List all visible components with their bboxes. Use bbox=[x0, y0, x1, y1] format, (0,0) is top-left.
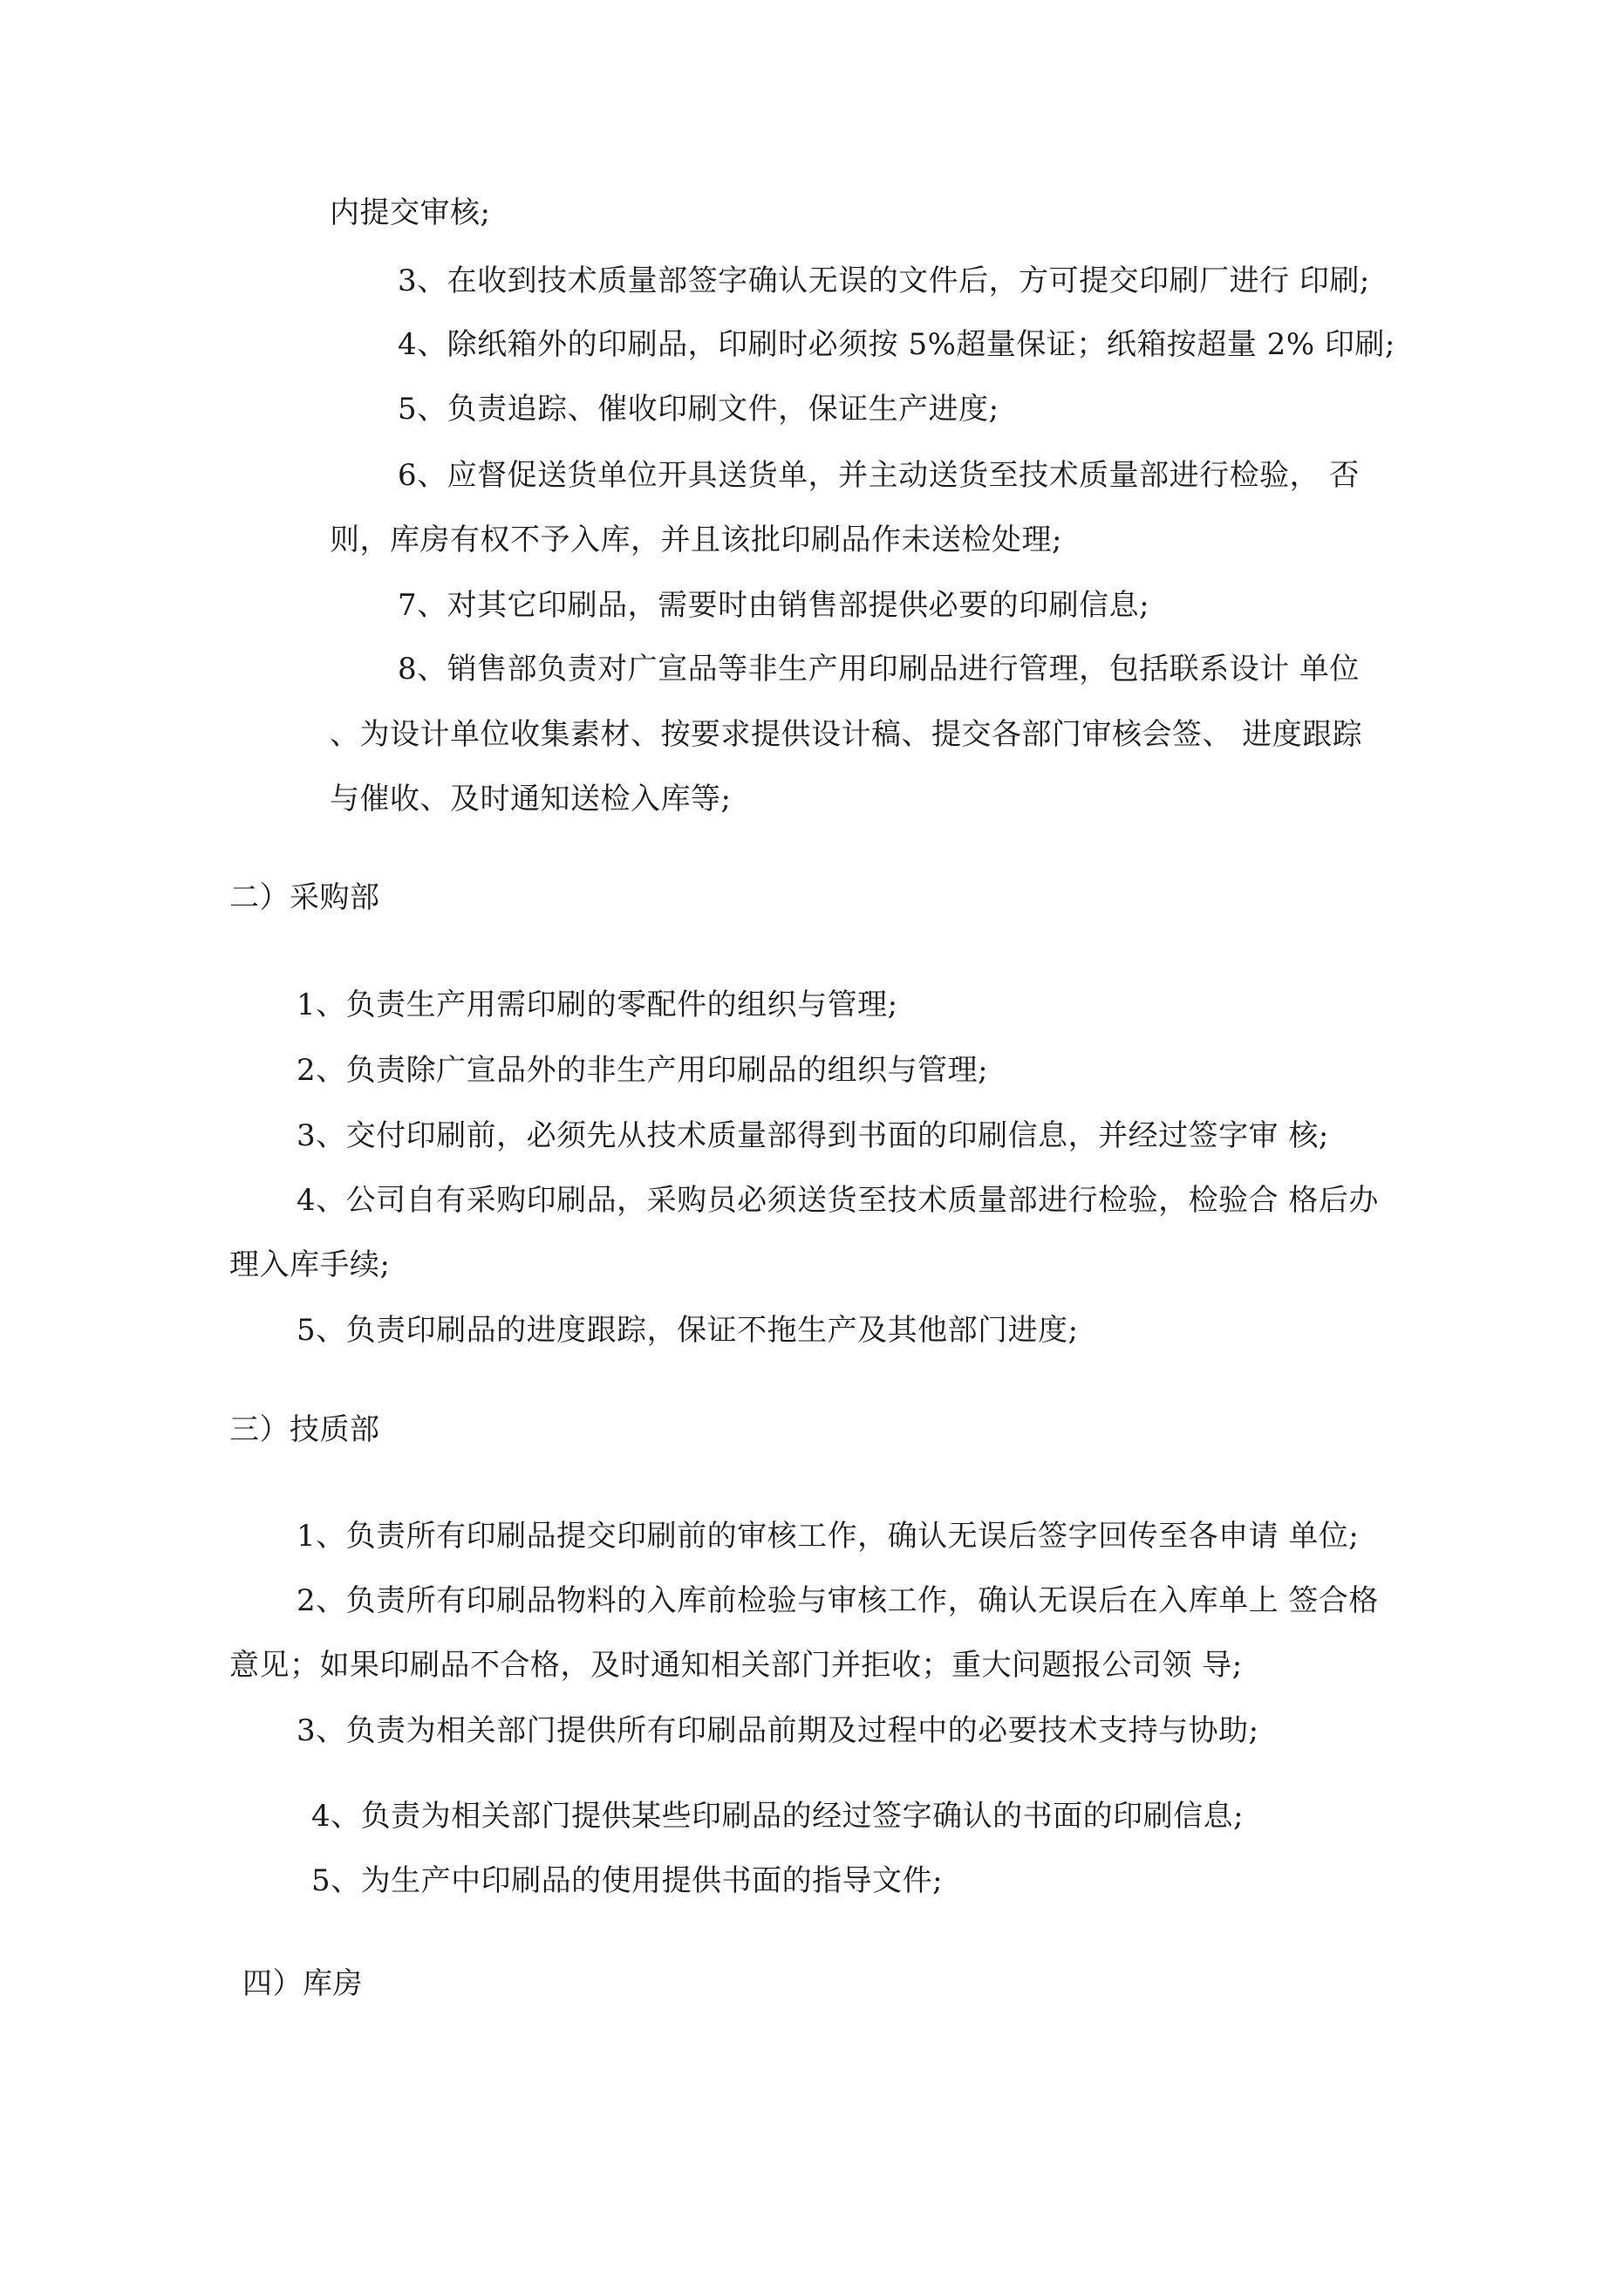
list-item: 4、负责为相关部门提供某些印刷品的经过签字确认的书面的印刷信息; bbox=[311, 1799, 1245, 1834]
section-heading-warehouse: 四）库房 bbox=[242, 1966, 363, 2001]
paragraph-line: 内提交审核; bbox=[330, 195, 491, 230]
list-item-continuation: 则，库房有权不予入库，并且该批印刷品作未送检处理; bbox=[330, 523, 1062, 557]
list-item: 1、负责生产用需印刷的零配件的组织与管理; bbox=[297, 987, 898, 1022]
list-item: 2、负责所有印刷品物料的入库前检验与审核工作，确认无误后在入库单上 签合格 bbox=[297, 1583, 1379, 1618]
list-item: 6、应督促送货单位开具送货单，并主动送货至技术质量部进行检验， 否 bbox=[398, 458, 1360, 493]
list-item: 3、在收到技术质量部签字确认无误的文件后，方可提交印刷厂进行 印刷; bbox=[398, 263, 1370, 298]
list-item: 4、除纸箱外的印刷品，印刷时必须按 5%超量保证；纸箱按超量 2% 印刷; bbox=[398, 327, 1395, 362]
list-item: 5、为生产中印刷品的使用提供书面的指导文件; bbox=[311, 1863, 944, 1898]
list-item-continuation: 、为设计单位收集素材、按要求提供设计稿、提交各部门审核会签、 进度跟踪 bbox=[330, 717, 1363, 752]
list-item: 8、销售部负责对广宣品等非生产用印刷品进行管理，包括联系设计 单位 bbox=[398, 652, 1360, 687]
list-item: 3、交付印刷前，必须先从技术质量部得到书面的印刷信息，并经过签字审 核; bbox=[297, 1118, 1329, 1153]
list-item-continuation: 理入库手续; bbox=[229, 1247, 391, 1282]
list-item-continuation: 与催收、及时通知送检入库等; bbox=[330, 782, 732, 817]
list-item: 5、负责追踪、催收印刷文件，保证生产进度; bbox=[398, 392, 999, 427]
list-item: 1、负责所有印刷品提交印刷前的审核工作，确认无误后签字回传至各申请 单位; bbox=[297, 1519, 1360, 1554]
list-item: 7、对其它印刷品，需要时由销售部提供必要的印刷信息; bbox=[398, 588, 1150, 623]
list-item: 3、负责为相关部门提供所有印刷品前期及过程中的必要技术支持与协助; bbox=[297, 1713, 1259, 1748]
section-heading-tech-quality: 三）技质部 bbox=[229, 1412, 380, 1447]
section-heading-purchasing: 二）采购部 bbox=[229, 880, 380, 915]
list-item-continuation: 意见；如果印刷品不合格，及时通知相关部门并拒收；重大问题报公司领 导; bbox=[229, 1648, 1243, 1683]
list-item: 4、公司自有采购印刷品，采购员必须送货至技术质量部进行检验，检验合 格后办 bbox=[297, 1183, 1379, 1218]
list-item: 5、负责印刷品的进度跟踪，保证不拖生产及其他部门进度; bbox=[297, 1313, 1079, 1348]
list-item: 2、负责除广宣品外的非生产用印刷品的组织与管理; bbox=[297, 1053, 989, 1088]
